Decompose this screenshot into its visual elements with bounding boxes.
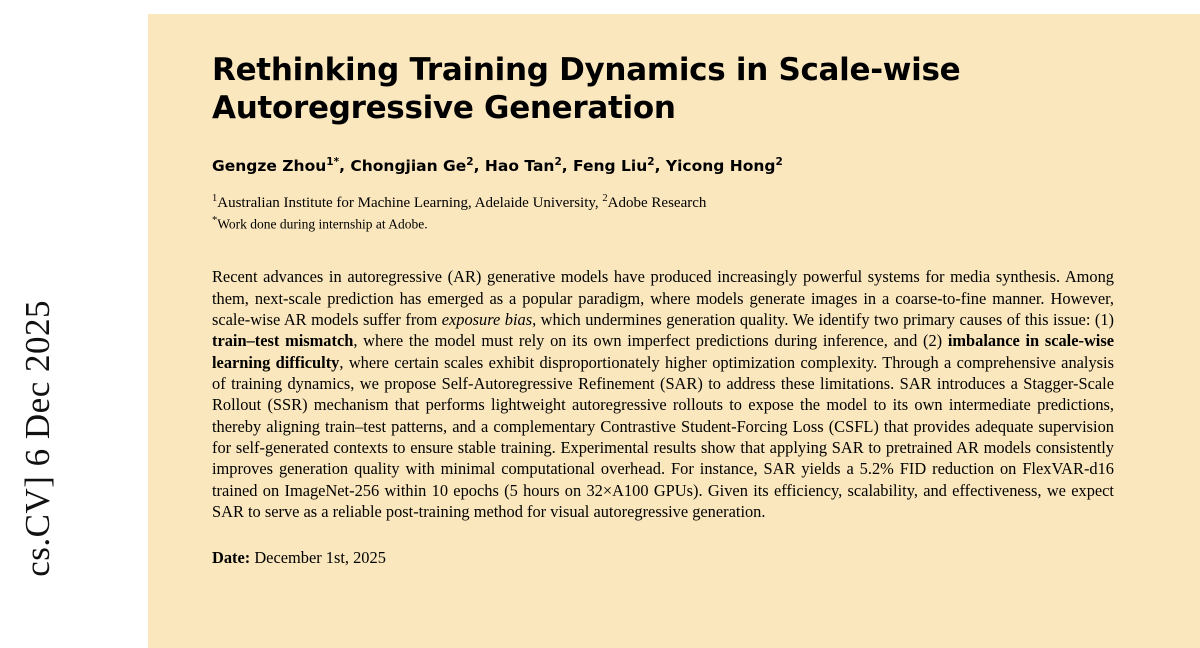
page-title: Rethinking Training Dynamics in Scale-wise Autoregressive Generation: [212, 52, 961, 126]
author-list: Gengze Zhou$^{1*}$, Chongjian Ge$^2$, Hao Tan$^2$, Feng Liu$^2$, Yicong Hong$^2$: [212, 155, 783, 175]
affiliation-line: $^1$Australian Institute for Machine Learning, Adelaide University, $^2$Adobe Research: [212, 192, 707, 211]
date-value: December 1st, 2025: [254, 548, 386, 568]
date-label: Date:: [212, 548, 251, 568]
abstract-text: Recent advances in autoregressive (AR) generative models have produced increasingly powerful systems for media synthesis. Among them, next-scale prediction has emerged as a popular paradigm, where models generate images in a coarse-to-fine manner. However, scale-wise AR models suffer from exposure bias, which undermines generation quality. We identify two primary causes of this issue: (1) train–test mismatch, where the model must rely on its own imperfect predictions during inference, and (2) imbalance in scale-wise learning difficulty, where certain scales exhibit disproportionately higher optimization complexity. Through a comprehensive analysis of training dynamics, we propose Self-Autoregressive Refinement (SAR) to address these limitations. SAR introduces a Stagger-Scale Rollout (SSR) mechanism that performs lightweight autoregressive rollouts to expose the model to its own intermediate predictions, thereby aligning train–test patterns, and a complementary Contrastive Student-Forcing Loss (CSFL) that provides adequate supervision for self-generated contexts to ensure stable training. Experimental results show that applying SAR to pretrained AR models consistently improves generation quality with minimal computational overhead. For instance, SAR yields a 5.2% FID reduction on FlexVAR-d16 trained on ImageNet-256 within 10 epochs (5 hours on 32×A100 GPUs). Given its efficiency, scalability, and effectiveness, we expect SAR to serve as a reliable post-training method for visual autoregressive generation.: [212, 267, 1115, 521]
author-footnote: *Work done during internship at Adobe.: [212, 214, 428, 232]
arxiv-vertical-stamp: cs.CV] 6 Dec 2025: [18, 300, 57, 577]
paper-panel: [148, 14, 1200, 648]
date-line: [212, 548, 1156, 568]
